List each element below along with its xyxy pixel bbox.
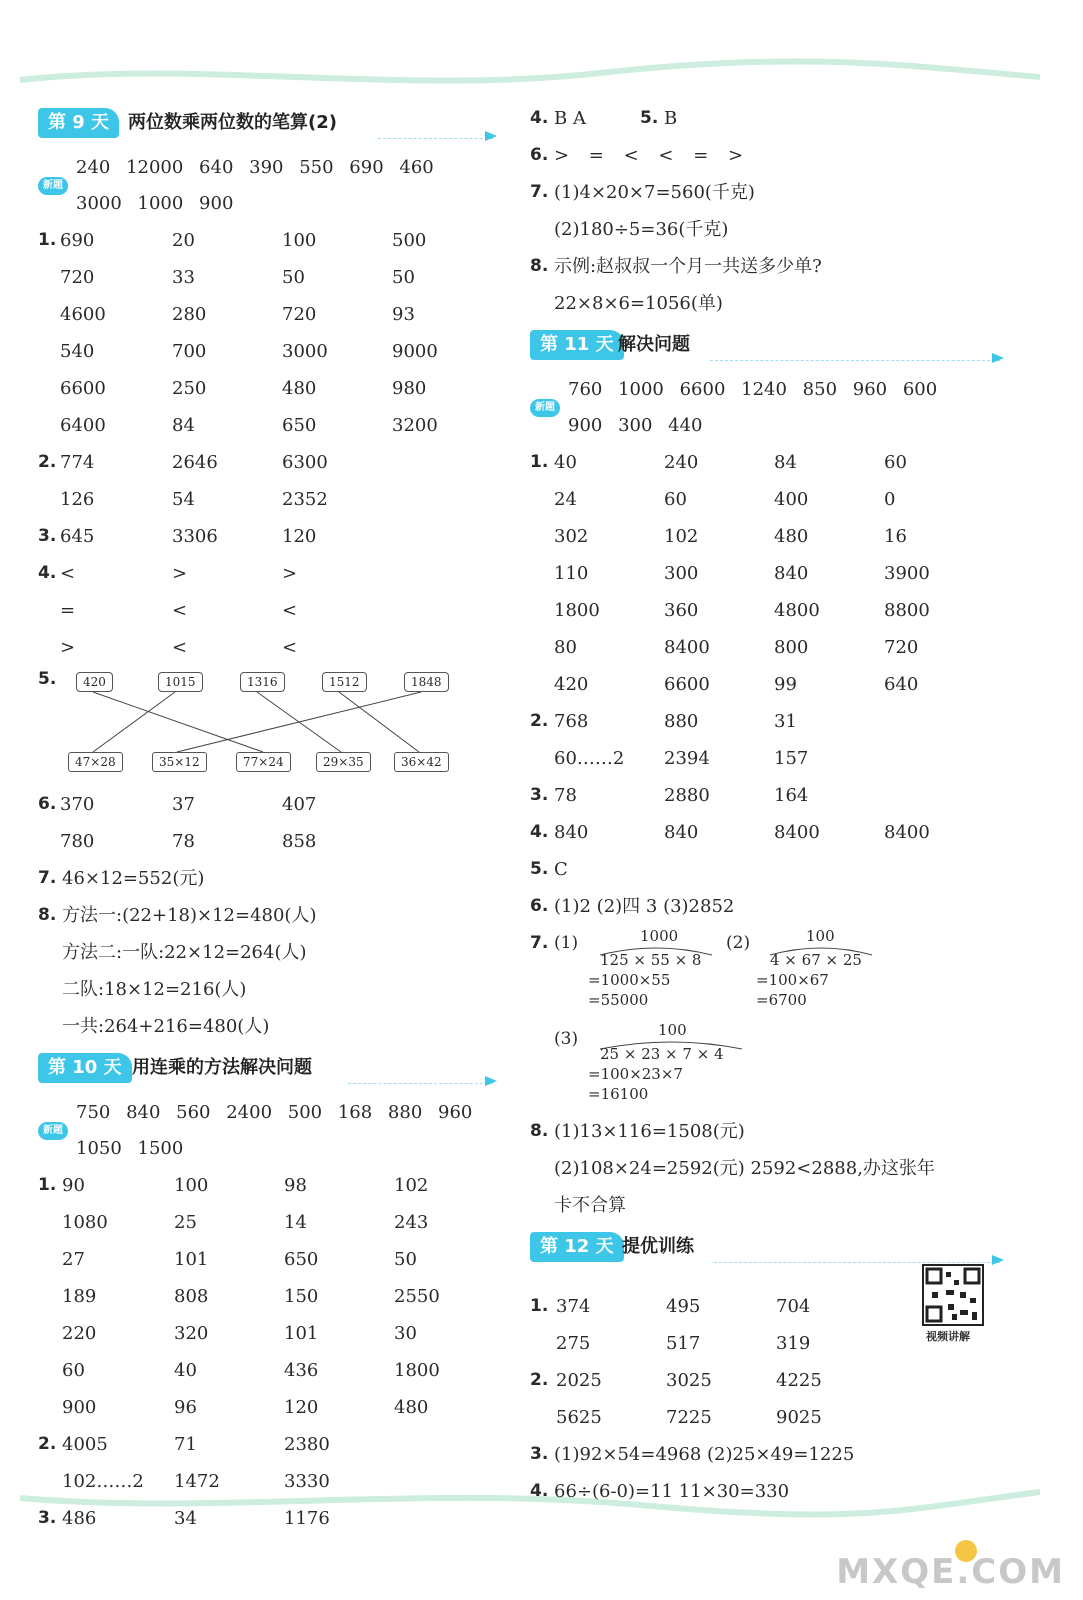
answer-text: 22×8×6=1056(单) (554, 293, 723, 314)
day11-badge: 第 11 天 (530, 330, 624, 360)
answer: 31 (774, 711, 797, 732)
expression-box: 36×42 (394, 752, 449, 772)
step: =1000×55 (588, 971, 671, 989)
question-number: 5. (640, 108, 659, 128)
answer-text: (1)92×54=4968 (2)25×49=1225 (554, 1444, 855, 1465)
day12-q1 (530, 1288, 1000, 1362)
question-number: 3. (38, 1508, 57, 1528)
answer: 300 (664, 563, 699, 584)
answer: 808 (174, 1286, 209, 1307)
answer: 164 (774, 785, 809, 806)
answer-text: B A (554, 108, 586, 129)
header-divider (348, 1083, 493, 1084)
watermark: MXQE.COM (836, 1552, 1065, 1592)
question-number: 3. (38, 526, 57, 546)
product-bubble: 420 (76, 672, 113, 692)
answer: 4225 (776, 1370, 822, 1391)
answer-text: (2)180÷5=36(千克) (554, 219, 729, 240)
oral-calc-tag: 新题 (38, 1122, 68, 1140)
answer: 2025 (556, 1370, 602, 1391)
answer: 3306 (172, 526, 218, 547)
answer: 370 (60, 794, 95, 815)
answer: 3025 (666, 1370, 712, 1391)
day10-q1 (38, 1167, 493, 1426)
answer: 374 (556, 1296, 591, 1317)
answer: 78 (554, 785, 577, 806)
answer: 4600 (60, 304, 106, 325)
answer: 50 (394, 1249, 417, 1270)
q6 (530, 137, 1000, 174)
answer: 102 (394, 1175, 429, 1196)
question-number: 4. (530, 1481, 549, 1501)
q7 (530, 174, 1000, 248)
oral-calc-tag: 新题 (530, 399, 560, 417)
answer: < (282, 637, 298, 658)
answer: 540 (60, 341, 95, 362)
day11-q6 (530, 888, 1000, 925)
answer: 700 (172, 341, 207, 362)
step: =16100 (588, 1085, 649, 1103)
day9-q3 (38, 518, 493, 555)
answer: 34 (174, 1508, 197, 1529)
answer: 101 (174, 1249, 209, 1270)
answer-text: 一共:264+216=480(人) (62, 1016, 270, 1037)
q4-q5-row (530, 100, 1000, 137)
answer: < (60, 563, 76, 584)
question-number: 8. (530, 1121, 549, 1141)
question-number: 2. (530, 1370, 549, 1390)
answer: > (60, 637, 76, 658)
answer: 3900 (884, 563, 930, 584)
answer: 120 (284, 1397, 319, 1418)
day11-q4 (530, 814, 1000, 851)
grouped-product: 1000 (640, 927, 679, 945)
answer-text: > = < < = > (554, 145, 744, 166)
answer: 8400 (774, 822, 820, 843)
answer-text: 46×12=552(元) (62, 868, 205, 889)
answer: 3330 (284, 1471, 330, 1492)
day9-q1 (38, 222, 493, 444)
day11-q7-simplify (530, 925, 1000, 1113)
part-label: (1) (554, 933, 579, 953)
answer: 8800 (884, 600, 930, 621)
header-arrow-icon (485, 131, 497, 141)
answer: 25 (174, 1212, 197, 1233)
answer: 102 (664, 526, 699, 547)
answer: 302 (554, 526, 589, 547)
answer: 480 (394, 1397, 429, 1418)
day9-q6 (38, 786, 493, 860)
answer: 150 (284, 1286, 319, 1307)
answer: 157 (774, 748, 809, 769)
day12-badge: 第 12 天 (530, 1232, 624, 1262)
answer: 780 (60, 831, 95, 852)
answer: 220 (62, 1323, 97, 1344)
oral-calc-line: 760 1000 6600 1240 850 960 600 (568, 379, 938, 400)
answer: 6600 (664, 674, 710, 695)
question-number: 1. (530, 1296, 549, 1316)
answer: 243 (394, 1212, 429, 1233)
answer: 1800 (554, 600, 600, 621)
answer: 2646 (172, 452, 218, 473)
answer: > (282, 563, 298, 584)
day10-q3 (38, 1500, 493, 1537)
answer: 2880 (664, 785, 710, 806)
day11-q3 (530, 777, 1000, 814)
answer-text: (1)2 (2)四 3 (3)2852 (554, 896, 735, 917)
day12-header (530, 1228, 1000, 1268)
question-number: 7. (530, 933, 549, 953)
day11-q8 (530, 1113, 1000, 1224)
answer-text: (2)108×24=2592(元) 2592<2888,办这张年 (554, 1158, 935, 1179)
answer: 84 (774, 452, 797, 473)
day11-q1 (530, 444, 1000, 703)
day12-title: 提优训练 (622, 1236, 694, 1257)
step: =6700 (756, 991, 807, 1009)
answer: 690 (60, 230, 95, 251)
step: =100×23×7 (588, 1065, 683, 1083)
answer: 102……2 (62, 1471, 144, 1492)
answer-text: (1)4×20×7=560(千克) (554, 182, 755, 203)
answer: 250 (172, 378, 207, 399)
answer: 6600 (60, 378, 106, 399)
answer: 33 (172, 267, 195, 288)
answer: 517 (666, 1333, 701, 1354)
day9-q7 (38, 860, 493, 897)
right-column (530, 100, 1000, 1510)
header-divider (710, 360, 1000, 361)
answer: 1176 (284, 1508, 330, 1529)
answer: 640 (884, 674, 919, 695)
day11-title: 解决问题 (618, 334, 690, 355)
answer: 5625 (556, 1407, 602, 1428)
header-divider (714, 1262, 1000, 1263)
answer: 14 (284, 1212, 307, 1233)
answer: 900 (62, 1397, 97, 1418)
answer: 400 (774, 489, 809, 510)
oral-calc-line: 240 12000 640 390 550 690 460 (76, 157, 434, 178)
q8 (530, 248, 1000, 322)
answer: 2380 (284, 1434, 330, 1455)
answer: 486 (62, 1508, 97, 1529)
answer: 858 (282, 831, 317, 852)
part-label: (2) (726, 933, 751, 953)
question-number: 6. (530, 145, 549, 165)
answer: = (60, 600, 76, 621)
answer: 2352 (282, 489, 328, 510)
top-wave-decoration (0, 55, 1083, 95)
answer: 98 (284, 1175, 307, 1196)
answer: 189 (62, 1286, 97, 1307)
question-number: 4. (530, 822, 549, 842)
day10-q2 (38, 1426, 493, 1500)
answer-text: 66÷(6-0)=11 11×30=330 (554, 1481, 790, 1502)
answer: 120 (282, 526, 317, 547)
question-number: 1. (38, 230, 57, 250)
expression-box: 47×28 (68, 752, 123, 772)
answer: 80 (554, 637, 577, 658)
question-number: 1. (530, 452, 549, 472)
answer: 110 (554, 563, 589, 584)
answer: 60 (664, 489, 687, 510)
answer: 360 (664, 600, 699, 621)
answer: 20 (172, 230, 195, 251)
expression-box: 29×35 (316, 752, 371, 772)
answer: 2394 (664, 748, 710, 769)
question-number: 8. (38, 905, 57, 925)
answer: 6300 (282, 452, 328, 473)
product-bubble: 1015 (158, 672, 203, 692)
answer: < (172, 600, 188, 621)
answer: 4005 (62, 1434, 108, 1455)
question-number: 7. (38, 868, 57, 888)
answer: 480 (282, 378, 317, 399)
answer: 84 (172, 415, 195, 436)
answer: 407 (282, 794, 317, 815)
question-number: 7. (530, 182, 549, 202)
answer: 4800 (774, 600, 820, 621)
answer: 40 (554, 452, 577, 473)
day12-q2 (530, 1362, 1000, 1436)
header-arrow-icon (485, 1076, 497, 1086)
day11-header (530, 326, 1000, 366)
day10-title: 用连乘的方法解决问题 (132, 1057, 312, 1078)
answer: 50 (392, 267, 415, 288)
answer: 100 (174, 1175, 209, 1196)
answer: 71 (174, 1434, 197, 1455)
expression: 4 × 67 × 25 (770, 951, 862, 969)
answer: 650 (284, 1249, 319, 1270)
question-number: 6. (530, 896, 549, 916)
day9-q8 (38, 897, 493, 1045)
day9-header (38, 104, 493, 144)
question-number: 5. (530, 859, 549, 879)
answer: 774 (60, 452, 95, 473)
expression: 125 × 55 × 8 (600, 951, 702, 969)
answer: 720 (60, 267, 95, 288)
day11-q2 (530, 703, 1000, 777)
day9-oral-calc (38, 150, 493, 222)
day10-oral-calc (38, 1095, 493, 1167)
answer-text: 二队:18×12=216(人) (62, 979, 247, 1000)
answer: 3000 (282, 341, 328, 362)
answer: 126 (60, 489, 95, 510)
answer: < (172, 637, 188, 658)
answer: 650 (282, 415, 317, 436)
day11-oral-calc (530, 372, 1000, 444)
answer: 100 (282, 230, 317, 251)
question-number: 3. (530, 1444, 549, 1464)
answer: 101 (284, 1323, 319, 1344)
question-number: 3. (530, 785, 549, 805)
answer: 9025 (776, 1407, 822, 1428)
answer: 7225 (666, 1407, 712, 1428)
answer: 720 (884, 637, 919, 658)
question-number: 4. (38, 563, 57, 583)
answer-text: 示例:赵叔叔一个月一共送多少单? (554, 256, 822, 277)
day9-q4 (38, 555, 493, 666)
header-divider (378, 138, 493, 139)
answer: < (282, 600, 298, 621)
answer: 800 (774, 637, 809, 658)
answer: 99 (774, 674, 797, 695)
expression: 25 × 23 × 7 × 4 (600, 1045, 724, 1063)
answer: 50 (282, 267, 305, 288)
question-number: 8. (530, 256, 549, 276)
video-explanation-label: 视频讲解 (926, 1330, 970, 1343)
answer: 8400 (664, 637, 710, 658)
oral-calc-tag: 新题 (38, 177, 68, 195)
answer: 60……2 (554, 748, 625, 769)
day9-title: 两位数乘两位数的笔算(2) (128, 112, 337, 133)
answer-text: 方法一:(22+18)×12=480(人) (62, 905, 317, 926)
answer-text: B (664, 108, 678, 129)
answer: 240 (664, 452, 699, 473)
day9-q2 (38, 444, 493, 518)
left-column (38, 100, 493, 1537)
oral-calc-line: 900 300 440 (568, 415, 703, 436)
day11-q5 (530, 851, 1000, 888)
answer-text: (1)13×116=1508(元) (554, 1121, 745, 1142)
answer-text: 卡不合算 (554, 1195, 626, 1216)
answer: 90 (62, 1175, 85, 1196)
answer: 840 (664, 822, 699, 843)
question-number: 5. (38, 669, 57, 689)
answer: 96 (174, 1397, 197, 1418)
answer: 980 (392, 378, 427, 399)
answer: 30 (394, 1323, 417, 1344)
step: =100×67 (756, 971, 829, 989)
answer-text: C (554, 859, 568, 880)
answer: 704 (776, 1296, 811, 1317)
answer: 40 (174, 1360, 197, 1381)
question-number: 6. (38, 794, 57, 814)
answer: 93 (392, 304, 415, 325)
answer: 9000 (392, 341, 438, 362)
answer: > (172, 563, 188, 584)
answer: 8400 (884, 822, 930, 843)
answer: 275 (556, 1333, 591, 1354)
product-bubble: 1848 (404, 672, 449, 692)
answer: 54 (172, 489, 195, 510)
answer: 768 (554, 711, 589, 732)
answer: 1472 (174, 1471, 220, 1492)
question-number: 2. (38, 452, 57, 472)
answer: 1080 (62, 1212, 108, 1233)
answer-text: 方法二:一队:22×12=264(人) (62, 942, 307, 963)
answer: 3200 (392, 415, 438, 436)
answer: 27 (62, 1249, 85, 1270)
oral-calc-line: 750 840 560 2400 500 168 880 960 (76, 1102, 473, 1123)
answer: 500 (392, 230, 427, 251)
answer: 6400 (60, 415, 106, 436)
day12-q4 (530, 1473, 1000, 1510)
day10-header (38, 1049, 493, 1089)
day9-q5-matching (38, 666, 493, 786)
grouped-product: 100 (658, 1021, 687, 1039)
answer: 480 (774, 526, 809, 547)
day9-badge: 第 9 天 (38, 108, 119, 138)
answer: 320 (174, 1323, 209, 1344)
answer: 16 (884, 526, 907, 547)
answer: 0 (884, 489, 896, 510)
day10-badge: 第 10 天 (38, 1053, 132, 1083)
question-number: 2. (38, 1434, 57, 1454)
answer: 1800 (394, 1360, 440, 1381)
answer: 60 (884, 452, 907, 473)
day12-q3 (530, 1436, 1000, 1473)
answer: 2550 (394, 1286, 440, 1307)
header-arrow-icon (992, 353, 1004, 363)
answer: 720 (282, 304, 317, 325)
answer: 840 (774, 563, 809, 584)
answer: 280 (172, 304, 207, 325)
header-arrow-icon (992, 1255, 1004, 1265)
expression-box: 77×24 (236, 752, 291, 772)
part-label: (3) (554, 1029, 579, 1049)
product-bubble: 1512 (322, 672, 367, 692)
answer: 495 (666, 1296, 701, 1317)
answer: 436 (284, 1360, 319, 1381)
oral-calc-line: 3000 1000 900 (76, 193, 234, 214)
answer: 24 (554, 489, 577, 510)
answer: 645 (60, 526, 95, 547)
grouped-product: 100 (806, 927, 835, 945)
answer: 60 (62, 1360, 85, 1381)
question-number: 1. (38, 1175, 57, 1195)
product-bubble: 1316 (240, 672, 285, 692)
answer: 420 (554, 674, 589, 695)
answer: 78 (172, 831, 195, 852)
answer: 840 (554, 822, 589, 843)
step: =55000 (588, 991, 649, 1009)
expression-box: 35×12 (152, 752, 207, 772)
answer: 880 (664, 711, 699, 732)
question-number: 2. (530, 711, 549, 731)
oral-calc-line: 1050 1500 (76, 1138, 184, 1159)
answer: 319 (776, 1333, 811, 1354)
question-number: 4. (530, 108, 549, 128)
answer: 37 (172, 794, 195, 815)
